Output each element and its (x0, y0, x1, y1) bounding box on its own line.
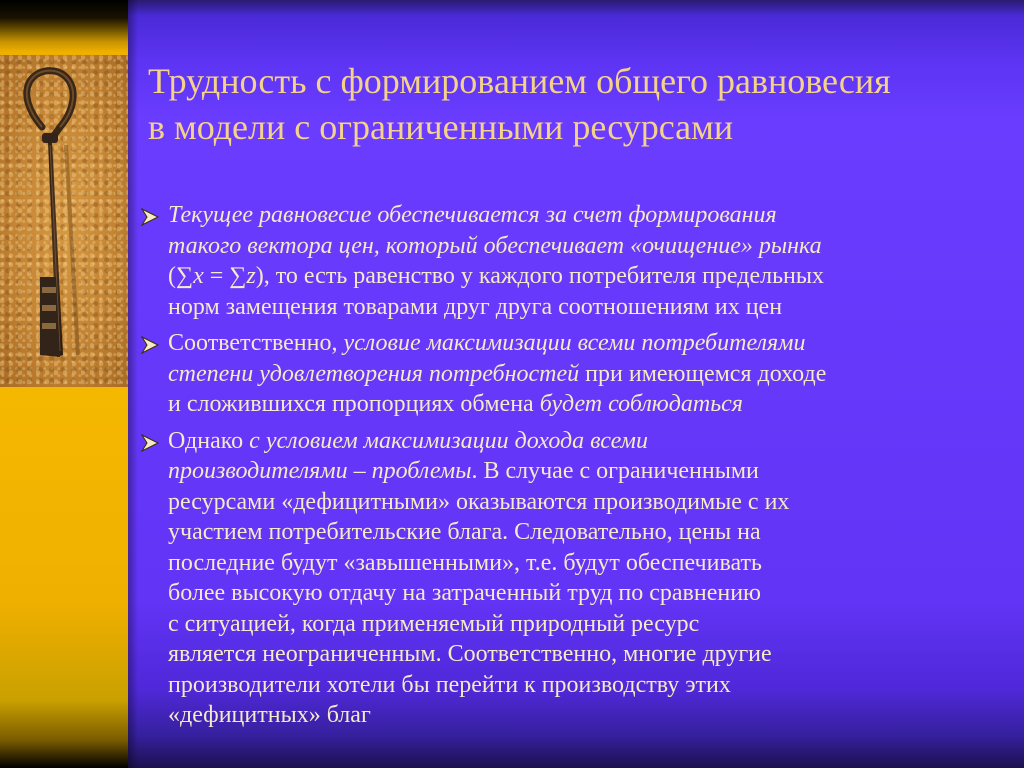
bullet-item (140, 426, 980, 731)
arrowhead-bullet-icon (140, 431, 160, 451)
text-segment: производители хотели бы перейти к производству этих (168, 671, 731, 698)
text-segment: Текущее равновесие обеспечивается за счет формирования (168, 202, 777, 228)
bullet-text-line (168, 328, 980, 359)
text-segment: Соответственно, (168, 330, 344, 356)
text-segment: последние будут «завышенными», т.е. будут обеспечивать (168, 549, 762, 576)
text-segment: z (246, 263, 256, 289)
bullet-text-line (168, 639, 980, 670)
old-key-icon (0, 55, 128, 387)
bullet-text-line (168, 548, 980, 579)
bullet-text-line (168, 700, 980, 731)
text-segment: с условием максимизации дохода всеми (249, 427, 648, 454)
bullet-text-line (168, 231, 980, 262)
text-segment: = ∑ (203, 263, 247, 289)
text-segment: ), то есть равенство у каждого потребителя предельных (255, 263, 825, 289)
text-segment: при имеющемся доходе (579, 360, 827, 387)
bullet-text-line (168, 609, 980, 640)
bullet-list (140, 200, 980, 737)
bullet-text-line (168, 426, 980, 457)
text-segment: «дефицитных» благ (168, 702, 371, 728)
text-segment: и сложившихся пропорциях обмена (168, 391, 540, 417)
bullet-text-line (168, 292, 980, 323)
text-segment: является неограниченным. Соответственно, многие другие (168, 641, 772, 667)
key-image (0, 55, 128, 387)
text-segment: такого вектора цен, который обеспечивает «очищение» рынка (168, 232, 822, 259)
text-segment: с ситуацией, когда применяемый природный ресурс (168, 610, 700, 637)
text-segment: x (193, 263, 204, 289)
bullet-text-line (168, 359, 980, 390)
bullet-item (140, 200, 980, 322)
slide-title-line-2: в модели с ограниченными ресурсами (148, 107, 734, 147)
text-segment: ресурсами «дефицитными» оказываются производимые с их (168, 488, 790, 515)
text-segment: производителями – проблемы (168, 458, 472, 484)
text-segment: участием потребительские блага. Следовательно, цены на (168, 519, 761, 545)
text-segment: Однако (168, 427, 250, 454)
bullet-text-line (168, 261, 980, 292)
text-segment: степени удовлетворения потребностей (168, 360, 580, 387)
text-segment: более высокую отдачу на затраченный труд по сравнению (168, 580, 761, 606)
bullet-text-line (168, 200, 980, 231)
text-segment: норм замещения товарами друг друга соотношениям их цен (168, 293, 783, 320)
bullet-item (140, 328, 980, 420)
bullet-text-line (168, 670, 980, 701)
bullet-text-line (168, 487, 980, 518)
text-segment: будет соблюдаться (539, 391, 743, 417)
bullet-text-line (168, 389, 980, 420)
arrowhead-bullet-icon (140, 333, 160, 353)
bullet-text-line (168, 578, 980, 609)
arrowhead-bullet-icon (140, 205, 160, 225)
slide-title (148, 58, 1008, 150)
text-segment: . В случае с ограниченными (471, 458, 759, 484)
bullet-text-line (168, 456, 980, 487)
text-segment: условие максимизации всеми потребителями (343, 330, 806, 356)
slide-title-line-1: Трудность с формированием общего равновесия (148, 61, 891, 101)
bullet-text-line (168, 517, 980, 548)
text-segment: (∑ (168, 263, 194, 289)
